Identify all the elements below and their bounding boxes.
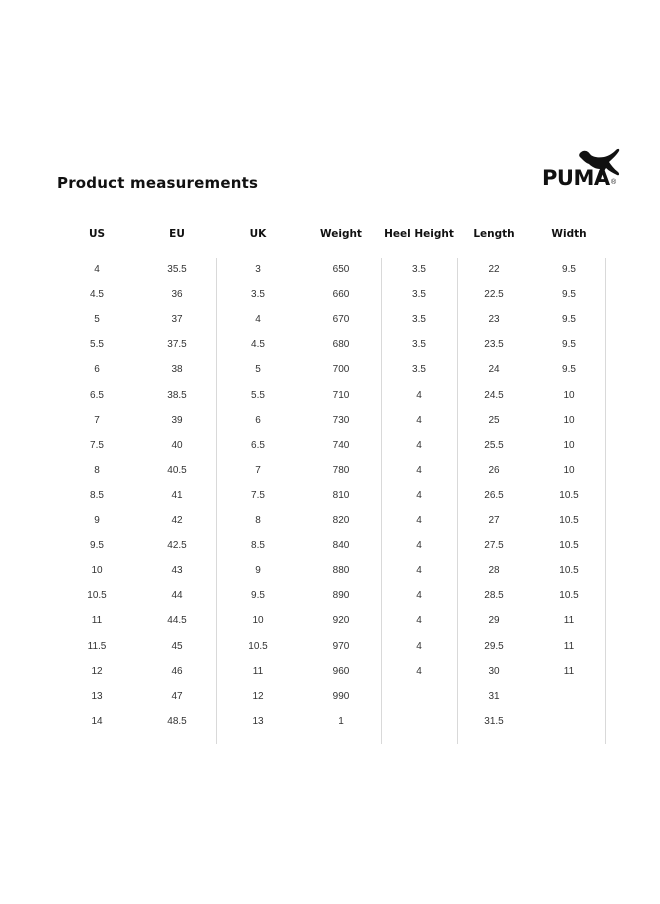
cell-heel-height: 4 [416,665,422,677]
cell-heel-height: 4 [416,565,422,577]
cell-uk: 5 [255,364,261,376]
column-header-us: US [88,228,106,240]
cell-length: 31 [488,690,500,702]
cell-us: 11.5 [87,640,107,652]
cell-uk: 7.5 [251,489,265,501]
cell-length: 29 [488,615,500,627]
cell-uk: 6.5 [251,439,265,451]
cell-heel-height: 3.5 [412,364,426,376]
cell-weight: 710 [332,389,350,401]
cell-weight: 990 [332,690,350,702]
cell-weight: 740 [332,439,350,451]
cell-width: 11 [563,640,575,652]
column-divider [381,258,382,744]
cell-heel-height: 3.5 [412,264,426,275]
cell-heel-height: 4 [416,464,422,476]
cell-heel-height: 4 [416,515,422,526]
cell-heel-height: 3.5 [412,314,426,326]
cell-eu: 43 [171,565,183,577]
cell-weight: 880 [332,565,350,577]
cell-eu: 36 [171,289,183,301]
cell-heel-height: 4 [416,389,422,401]
column-divider [457,258,458,744]
cell-eu: 40.5 [167,464,187,476]
cell-weight: 1 [338,715,344,727]
cell-us: 7.5 [90,439,104,451]
column-header-width: Width [551,228,587,240]
cell-width: 9.5 [562,314,576,326]
cell-us: 5.5 [90,339,104,351]
cell-eu: 47 [171,690,183,702]
cell-weight: 660 [332,289,350,301]
cell-weight: 670 [332,314,350,326]
cell-heel-height: 4 [416,640,422,652]
cell-length: 25.5 [484,439,504,451]
brand-logo [542,147,624,191]
cell-us: 12 [91,665,103,677]
cell-width: 10 [563,389,575,401]
cell-weight: 920 [332,615,350,627]
page-title: Product measurements [57,174,259,192]
cell-us: 10 [91,565,103,577]
cell-us: 6 [94,364,100,376]
column-divider [216,258,217,744]
column-header-weight: Weight [320,228,362,240]
cell-length: 25 [488,414,500,426]
column-header-uk: UK [249,228,267,240]
column-header-length: Length [473,228,515,240]
cell-eu: 41 [171,489,183,501]
cell-heel-height: 4 [416,590,422,602]
cell-weight: 840 [332,540,350,552]
cell-width: 9.5 [562,364,576,376]
cell-length: 26.5 [484,489,504,501]
cell-heel-height: 3.5 [412,289,426,301]
cell-length: 27 [488,515,500,526]
cell-length: 28.5 [484,590,504,602]
cell-width: 9.5 [562,339,576,351]
cell-eu: 46 [171,665,183,677]
cell-us: 7 [94,414,100,426]
column-header-heel-height: Heel Height [384,228,454,240]
cell-uk: 3 [255,264,261,275]
cell-width: 10 [563,439,575,451]
column-header-eu: EU [169,228,185,240]
registered-mark: ® [611,179,617,186]
cell-us: 8 [94,464,100,476]
cell-eu: 37 [171,314,183,326]
cell-length: 24 [488,364,500,376]
cell-us: 10.5 [87,590,107,602]
cell-us: 13 [91,690,103,702]
cell-uk: 9 [255,565,261,577]
column-divider [605,258,606,744]
cell-eu: 44.5 [167,615,187,627]
cell-length: 30 [488,665,500,677]
cell-length: 26 [488,464,500,476]
cell-length: 23 [488,314,500,326]
cell-length: 22.5 [484,289,504,301]
cell-eu: 38.5 [167,389,187,401]
cell-width: 10.5 [559,515,579,526]
cell-weight: 820 [332,515,350,526]
cell-uk: 5.5 [251,389,265,401]
cell-weight: 680 [332,339,350,351]
cell-heel-height: 4 [416,414,422,426]
cell-uk: 11 [252,665,264,677]
cell-width: 10.5 [559,565,579,577]
cell-us: 4.5 [90,289,104,301]
cell-us: 4 [94,264,100,275]
cell-heel-height: 4 [416,615,422,627]
cell-weight: 780 [332,464,350,476]
cell-length: 22 [488,264,500,275]
cell-width: 9.5 [562,264,576,275]
cell-us: 6.5 [90,389,104,401]
cell-uk: 7 [255,464,261,476]
cell-us: 5 [94,314,100,326]
cell-uk: 10.5 [248,640,268,652]
cell-width: 10 [563,414,575,426]
cell-width: 9.5 [562,289,576,301]
cell-uk: 9.5 [251,590,265,602]
cell-weight: 970 [332,640,350,652]
cell-uk: 8.5 [251,540,265,552]
cell-uk: 4 [255,314,261,326]
cell-heel-height: 4 [416,439,422,451]
cell-width: 10.5 [559,540,579,552]
brand-wordmark: PUMA [542,166,610,190]
cell-us: 11 [91,615,103,627]
cell-length: 27.5 [484,540,504,552]
puma-cat-icon [576,147,624,187]
cell-eu: 42 [171,515,183,526]
cell-eu: 44 [171,590,183,602]
cell-length: 23.5 [484,339,504,351]
cell-eu: 40 [171,439,183,451]
cell-length: 24.5 [484,389,504,401]
cell-heel-height: 3.5 [412,339,426,351]
cell-uk: 12 [252,690,264,702]
cell-weight: 700 [332,364,350,376]
cell-eu: 37.5 [167,339,187,351]
cell-us: 9.5 [90,540,104,552]
cell-eu: 42.5 [167,540,187,552]
cell-eu: 39 [171,414,183,426]
cell-weight: 730 [332,414,350,426]
cell-us: 8.5 [90,489,104,501]
cell-eu: 45 [171,640,183,652]
cell-length: 29.5 [484,640,504,652]
cell-width: 10.5 [559,489,579,501]
cell-uk: 3.5 [251,289,265,301]
cell-weight: 890 [332,590,350,602]
cell-uk: 4.5 [251,339,265,351]
cell-eu: 48.5 [167,715,187,727]
cell-us: 14 [91,715,103,727]
cell-eu: 38 [171,364,183,376]
cell-width: 11 [563,665,575,677]
cell-weight: 650 [332,264,350,275]
cell-us: 9 [94,515,100,526]
cell-eu: 35.5 [167,264,187,275]
cell-weight: 810 [332,489,350,501]
cell-uk: 10 [252,615,264,627]
cell-uk: 6 [255,414,261,426]
cell-weight: 960 [332,665,350,677]
cell-heel-height: 4 [416,489,422,501]
cell-width: 10 [563,464,575,476]
cell-width: 11 [563,615,575,627]
cell-uk: 8 [255,515,261,526]
cell-width: 10.5 [559,590,579,602]
cell-length: 31.5 [484,715,504,727]
cell-length: 28 [488,565,500,577]
cell-uk: 13 [252,715,264,727]
cell-heel-height: 4 [416,540,422,552]
